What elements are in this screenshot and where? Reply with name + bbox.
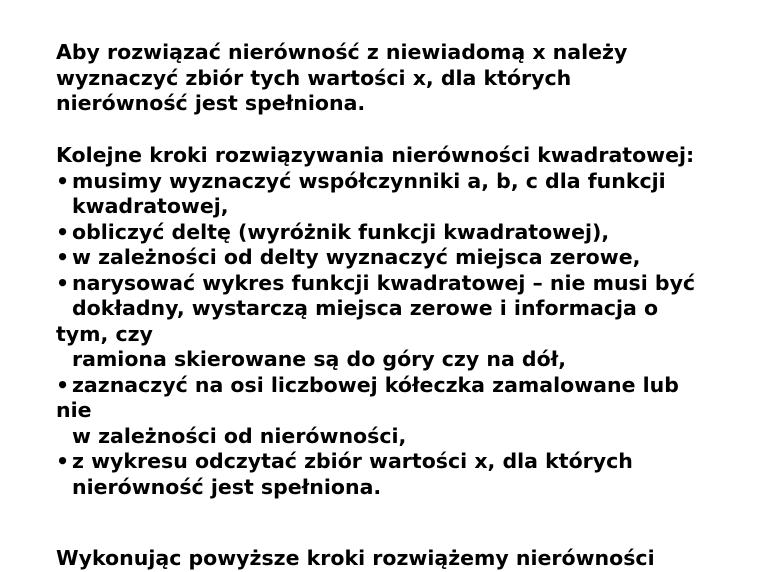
step-text: obliczyć deltę (wyróżnik funkcji kwadratowej), [72, 219, 610, 244]
step-text: narysować wykres funkcji kwadratowej – nie musi być [72, 270, 696, 295]
steps-section [56, 143, 695, 500]
step-text: dokładny, wystarczą miejsca zerowe i informacja o [72, 296, 659, 320]
step-item [56, 245, 695, 271]
step-continuation [56, 475, 695, 501]
bullet-icon: • [56, 245, 70, 269]
bullet-icon: • [56, 449, 70, 473]
bullet-icon: • [56, 372, 70, 397]
step-item [56, 220, 695, 246]
step-text: nierówność jest spełniona. [72, 474, 382, 499]
step-item [56, 449, 695, 475]
intro-paragraph [56, 40, 627, 117]
step-continuation [56, 296, 695, 322]
intro-line: nierówność jest spełniona. [56, 91, 366, 115]
bullet-icon: • [56, 219, 70, 244]
step-text: w zależności od delty wyznaczyć miejsca zerowe, [72, 245, 641, 269]
step-item [56, 169, 695, 195]
bullet-icon: • [56, 168, 70, 193]
bullet-icon: • [56, 270, 70, 295]
step-text: ramiona skierowane są do góry czy na dół, [72, 347, 567, 371]
step-text: nie [56, 398, 92, 422]
step-text: w zależności od nierówności, [72, 423, 407, 448]
step-text: z wykresu odczytać zbiór wartości x, dla których [72, 449, 633, 473]
step-continuation [56, 398, 695, 424]
step-continuation [56, 424, 695, 450]
step-item [56, 271, 695, 297]
steps-heading: Kolejne kroki rozwiązywania nierówności kwadratowej: [56, 143, 695, 167]
outro-line: Wykonując powyższe kroki rozwiążemy nierówności [56, 546, 655, 570]
step-item [56, 373, 695, 399]
intro-line: wyznaczyć zbiór tych wartości x, dla których [56, 65, 572, 90]
step-continuation [56, 322, 695, 348]
step-text: zaznaczyć na osi liczbowej kółeczka zamalowane lub [72, 372, 679, 397]
step-continuation [56, 347, 695, 373]
step-text: kwadratowej, [72, 194, 229, 218]
step-continuation [56, 194, 695, 220]
step-text: tym, czy [56, 321, 153, 346]
step-text: musimy wyznaczyć współczynniki a, b, c dla funkcji [72, 168, 666, 193]
outro-paragraph [56, 546, 655, 572]
intro-line: Aby rozwiązać nierówność z niewiadomą x należy [56, 40, 628, 64]
